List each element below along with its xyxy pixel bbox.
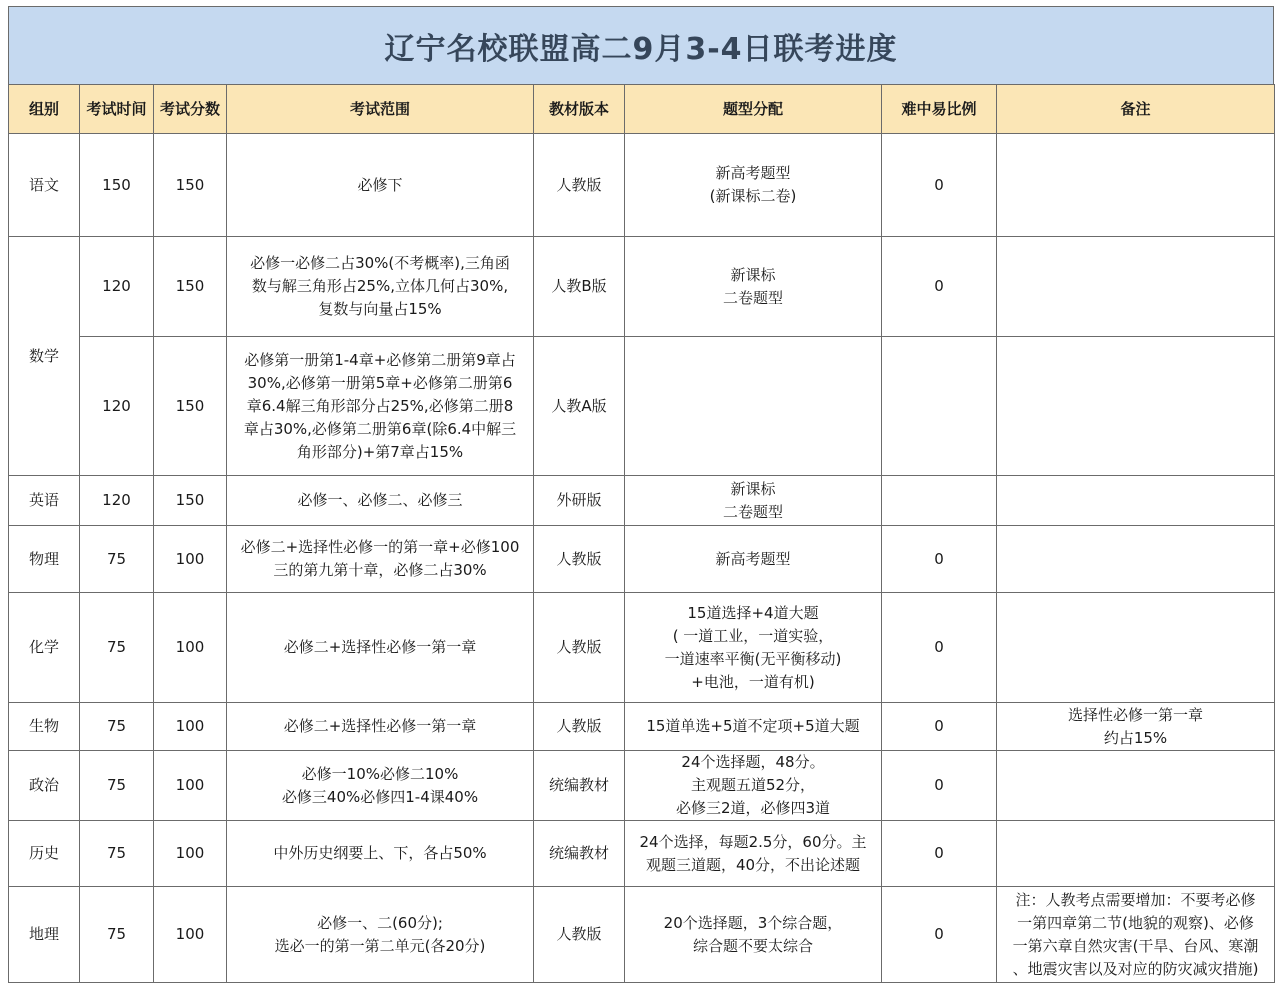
cell-types: 新课标 二卷题型 — [625, 237, 882, 337]
cell-types: 15道单选+5道不定项+5道大题 — [625, 703, 882, 751]
cell-scope: 必修二+选择性必修一第一章 — [227, 703, 534, 751]
header-note: 备注 — [997, 85, 1275, 134]
header-ratio: 难中易比例 — [882, 85, 997, 134]
table-row — [9, 751, 1275, 821]
cell-scope: 必修二+选择性必修一第一章 — [227, 593, 534, 703]
cell-edition: 人教版 — [534, 703, 625, 751]
cell-edition: 人教版 — [534, 593, 625, 703]
cell-score: 150 — [154, 337, 227, 476]
cell-edition: 人教版 — [534, 887, 625, 983]
cell-group: 物理 — [9, 526, 80, 593]
table-row — [9, 237, 1275, 337]
title-bar — [8, 6, 1274, 84]
header-group: 组别 — [9, 85, 80, 134]
cell-time: 75 — [80, 593, 154, 703]
cell-edition: 人教B版 — [534, 237, 625, 337]
cell-edition: 人教A版 — [534, 337, 625, 476]
cell-note — [997, 593, 1275, 703]
cell-group: 数学 — [9, 237, 80, 476]
cell-time: 150 — [80, 134, 154, 237]
cell-edition: 人教版 — [534, 134, 625, 237]
cell-scope: 必修下 — [227, 134, 534, 237]
cell-group: 语文 — [9, 134, 80, 237]
table-row — [9, 337, 1275, 476]
cell-score: 150 — [154, 134, 227, 237]
cell-scope: 中外历史纲要上、下，各占50% — [227, 821, 534, 887]
cell-types: 15道选择+4道大题 ( 一道工业，一道实验， 一道速率平衡(无平衡移动) +电池，一道有机) — [625, 593, 882, 703]
cell-types: 24个选择，每题2.5分，60分。主 观题三道题，40分，不出论述题 — [625, 821, 882, 887]
cell-score: 100 — [154, 593, 227, 703]
header-scope: 考试范围 — [227, 85, 534, 134]
sheet-title: 辽宁名校联盟高二9月3-4日联考进度 — [384, 31, 898, 67]
cell-ratio — [882, 337, 997, 476]
cell-group: 生物 — [9, 703, 80, 751]
cell-score: 100 — [154, 821, 227, 887]
cell-group: 历史 — [9, 821, 80, 887]
cell-score: 100 — [154, 887, 227, 983]
cell-ratio: 0 — [882, 593, 997, 703]
cell-note — [997, 134, 1275, 237]
table-row — [9, 821, 1275, 887]
cell-time: 120 — [80, 237, 154, 337]
cell-time: 120 — [80, 476, 154, 526]
cell-note: 选择性必修一第一章 约占15% — [997, 703, 1275, 751]
exam-schedule-sheet — [8, 6, 1274, 990]
cell-ratio: 0 — [882, 134, 997, 237]
cell-ratio: 0 — [882, 887, 997, 983]
cell-note — [997, 476, 1275, 526]
cell-note: 注：人教考点需要增加：不要考必修 一第四章第二节(地貌的观察)、必修 一第六章自然灾害(干旱、台风、寒潮 、地震灾害以及对应的防灾减灾措施) — [997, 887, 1275, 983]
cell-scope: 必修一必修二占30%(不考概率),三角函 数与解三角形占25%,立体几何占30%, 复数与向量占15% — [227, 237, 534, 337]
cell-time: 75 — [80, 751, 154, 821]
cell-score: 100 — [154, 526, 227, 593]
cell-edition: 统编教材 — [534, 751, 625, 821]
cell-edition: 外研版 — [534, 476, 625, 526]
cell-types: 新课标 二卷题型 — [625, 476, 882, 526]
cell-ratio: 0 — [882, 751, 997, 821]
cell-score: 150 — [154, 476, 227, 526]
table-row — [9, 476, 1275, 526]
header-row — [9, 85, 1275, 134]
header-score: 考试分数 — [154, 85, 227, 134]
cell-time: 75 — [80, 526, 154, 593]
exam-table — [8, 84, 1275, 983]
cell-ratio: 0 — [882, 703, 997, 751]
cell-scope: 必修第一册第1-4章+必修第二册第9章占 30%,必修第一册第5章+必修第二册第6 章6.4解三角形部分占25%,必修第二册8 章占30%,必修第二册第6章(除6.4中解三 角形部分)+第7章占15% — [227, 337, 534, 476]
table-row — [9, 134, 1275, 237]
cell-ratio: 0 — [882, 237, 997, 337]
cell-time: 75 — [80, 821, 154, 887]
cell-scope: 必修一、二(60分); 选必一的第一第二单元(各20分) — [227, 887, 534, 983]
cell-group: 化学 — [9, 593, 80, 703]
header-time: 考试时间 — [80, 85, 154, 134]
cell-note — [997, 526, 1275, 593]
cell-score: 150 — [154, 237, 227, 337]
cell-time: 120 — [80, 337, 154, 476]
table-row — [9, 703, 1275, 751]
cell-note — [997, 237, 1275, 337]
table-row — [9, 887, 1275, 983]
cell-ratio: 0 — [882, 821, 997, 887]
cell-time: 75 — [80, 703, 154, 751]
cell-group: 英语 — [9, 476, 80, 526]
header-types: 题型分配 — [625, 85, 882, 134]
cell-time: 75 — [80, 887, 154, 983]
cell-note — [997, 821, 1275, 887]
cell-scope: 必修二+选择性必修一的第一章+必修100 三的第九第十章，必修二占30% — [227, 526, 534, 593]
cell-note — [997, 751, 1275, 821]
cell-group: 政治 — [9, 751, 80, 821]
cell-group: 地理 — [9, 887, 80, 983]
cell-ratio — [882, 476, 997, 526]
cell-edition: 人教版 — [534, 526, 625, 593]
table-row — [9, 526, 1275, 593]
cell-scope: 必修一10%必修二10% 必修三40%必修四1-4课40% — [227, 751, 534, 821]
cell-score: 100 — [154, 751, 227, 821]
cell-types — [625, 337, 882, 476]
cell-edition: 统编教材 — [534, 821, 625, 887]
cell-types: 新高考题型 — [625, 526, 882, 593]
table-row — [9, 593, 1275, 703]
cell-scope: 必修一、必修二、必修三 — [227, 476, 534, 526]
cell-ratio: 0 — [882, 526, 997, 593]
header-edition: 教材版本 — [534, 85, 625, 134]
cell-note — [997, 337, 1275, 476]
cell-score: 100 — [154, 703, 227, 751]
cell-types: 新高考题型 (新课标二卷) — [625, 134, 882, 237]
cell-types: 24个选择题，48分。 主观题五道52分， 必修三2道，必修四3道 — [625, 751, 882, 821]
cell-types: 20个选择题，3个综合题， 综合题不要太综合 — [625, 887, 882, 983]
